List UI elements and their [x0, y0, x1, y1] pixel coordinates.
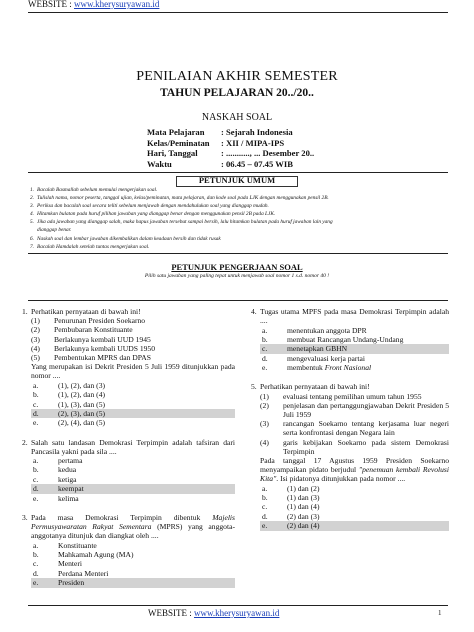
- answer-option[interactable]: e. membentuk Front Nasional: [262, 363, 372, 373]
- question-tail: Yang merupakan isi Dekrit Presiden 5 Juli 1959 ditunjukkan pada nomor ....: [31, 362, 235, 381]
- answer-option-highlighted[interactable]: c. menetapkan GBHN: [260, 344, 449, 353]
- answer-option[interactable]: b. Mahkamah Agung (MA): [33, 550, 134, 560]
- general-title: PETUNJUK UMUM: [198, 175, 276, 185]
- question-2: 2. Salah satu landasan Demokrasi Terpimpin adalah tafsiran dari Pancasila yakni pada sila ....: [22, 437, 235, 456]
- question-4: 4. Tugas utama MPFS pada masa Demokrasi Terpimpin adalah ....: [251, 307, 449, 326]
- meta-row: Mata Pelajaran : Sejarah Indonesia: [147, 127, 293, 137]
- statement-item: (2) penjelasan dan pertanggungjawaban Dekrit Presiden 5 Juli 1959: [260, 400, 449, 419]
- answer-option[interactable]: b. (1) dan (3): [262, 493, 320, 503]
- list-item: 7. Bacalah Hamdalah setelah tuntas mengerjakan soal.: [30, 243, 150, 250]
- answer-option[interactable]: b. membuat Rancangan Undang-Undang: [262, 334, 404, 344]
- footer-website-label: WEBSITE :: [148, 608, 192, 618]
- statement-item: (5) Pembentukan MPRS dan DPAS: [31, 353, 151, 363]
- header-website-link[interactable]: www.kherysuryawan.id: [74, 0, 160, 9]
- page-subtitle: TAHUN PELAJARAN 20../20..: [160, 87, 314, 99]
- list-item: 1. Bacalah Basmallah sebelum memulai mengerjakan soal.: [30, 187, 158, 193]
- work-title: PETUNJUK PENGERJAAN SOAL: [171, 262, 303, 272]
- answer-option[interactable]: b. kedua: [33, 465, 77, 475]
- answer-option[interactable]: c. ketiga: [33, 474, 77, 484]
- answer-option[interactable]: a. (1), (2), dan (3): [33, 380, 106, 390]
- divider: [28, 300, 448, 301]
- answer-option[interactable]: a. (1) dan (2): [262, 483, 320, 493]
- page-number: 1: [438, 609, 442, 617]
- answer-option-highlighted[interactable]: d. (2), (3), dan (5): [31, 409, 235, 418]
- answer-option[interactable]: c. (1), (3), dan (5): [33, 399, 106, 409]
- statement-item: (3) Berlakunya kembali UUD 1945: [31, 334, 151, 344]
- question-tail: Pada tanggal 17 Agustus 1959 Presiden Soekarno menyampaikan pidato berjudul "penemuan kembali Revolusi Kita". Isi pidatonya ditunjukkan pada nomor ....: [260, 455, 449, 484]
- list-item: dianggap benar.: [37, 227, 72, 234]
- question-1: 1. Perhatikan pernyataan di bawah ini!: [22, 307, 141, 316]
- answer-option-highlighted[interactable]: e. (2) dan (4): [260, 521, 449, 530]
- divider: [28, 253, 448, 254]
- answer-option[interactable]: c. (1) dan (4): [262, 502, 320, 512]
- footer-website: [148, 608, 279, 618]
- list-item: 6. Naskah soal dan lembar jawaban dikembalikan dalam keadaan bersih dan tidak rusak: [30, 235, 221, 242]
- header-website: [28, 0, 159, 9]
- meta-row: Hari, Tanggal : ..........., ... Desember 20..: [147, 148, 315, 159]
- list-item: 4. Hitamkan bulatan pada huruf pilihan jawaban yang dianggap benar dengan menggunakan pensil 2B pada LJK.: [30, 211, 276, 218]
- questions-left-column: [22, 307, 235, 588]
- footer-rule: [28, 605, 448, 606]
- answer-option[interactable]: d. mengevaluasi kerja partai: [262, 353, 366, 363]
- statement-item: (1) evaluasi tentang pemilihan umum tahun 1955: [260, 391, 422, 401]
- answer-option[interactable]: b. (1), (2), dan (4): [33, 390, 106, 400]
- footer-website-link[interactable]: www.kherysuryawan.id: [194, 608, 280, 618]
- exam-meta: [147, 127, 314, 169]
- answer-option[interactable]: a. pertama: [33, 456, 83, 466]
- statement-item: (2) Pembubaran Konstituante: [31, 325, 133, 335]
- question-3: 3. Pada masa Demokrasi Terpimpin dibentuk Majelis Permusyawaratan Rakyat Sementara (MPRS) yang anggota-anggotanya ditunjuk dan diangkat oleh ....: [22, 512, 235, 541]
- statement-item: (4) garis kebijakan Soekarno pada sistem Demokrasi Terpimpin: [260, 437, 449, 456]
- question-5: 5. Perhatikan pernyataan di bawah ini!: [251, 382, 370, 392]
- header-rule: [28, 12, 448, 13]
- answer-option[interactable]: c. Menteri: [33, 559, 83, 569]
- answer-option-highlighted[interactable]: e. Presiden: [31, 578, 235, 587]
- answer-option[interactable]: d. Perdana Menteri: [33, 568, 109, 578]
- list-item: 2. Tulislah nama, nomor peserta, tanggal ujian, kelas/peminatan, mata pelajaran, dan kode soal pada LJK dengan menggunakan pensil 2B.: [30, 195, 329, 202]
- answer-option[interactable]: d. (2) dan (3): [262, 511, 320, 521]
- divider: [28, 172, 448, 173]
- doc-type: NASKAH SOAL: [201, 112, 273, 123]
- meta-row: Kelas/Peminatan : XII / MIPA-IPS: [147, 137, 285, 148]
- header-website-label: WEBSITE :: [28, 0, 72, 9]
- list-item: 3. Periksa dan bacalah soal secara teliti sebelum menjawab dengan mendahulukan soal yang dianggap mudah.: [30, 203, 269, 210]
- answer-option[interactable]: a. menentukan anggota DPR: [262, 325, 367, 335]
- page-title: PENILAIAN AKHIR SEMESTER: [136, 69, 338, 84]
- list-item: 5. Jika ada jawaban yang dianggap salah, maka hapus jawaban tersebut sampai bersih, lalu hitamkan bulatan pada huruf jawaban lain yang: [30, 219, 333, 226]
- general-instructions: [30, 186, 450, 251]
- statement-item: (1) Penurunan Presiden Soekarno: [31, 316, 146, 326]
- meta-row: Waktu : 06.45 – 07.45 WIB: [147, 158, 293, 169]
- answer-option-highlighted[interactable]: d. keempat: [31, 484, 235, 493]
- answer-option[interactable]: e. kelima: [33, 493, 79, 503]
- statement-item: (3) rancangan Soekarno tentang kerjasama luar negeri serta konfrontasi dengan Negara lain: [260, 419, 449, 438]
- answer-option[interactable]: a. Konstituante: [33, 540, 97, 550]
- statement-item: (4) Berlakunya kembali UUDS 1950: [31, 343, 156, 353]
- answer-option[interactable]: e. (2), (4), dan (5): [33, 418, 106, 428]
- work-subtitle: Pilih satu jawaban yang paling tepat untuk menjawab soal nomor 1 s.d. nomor 40 !: [144, 273, 330, 279]
- questions-right-column: [251, 307, 449, 531]
